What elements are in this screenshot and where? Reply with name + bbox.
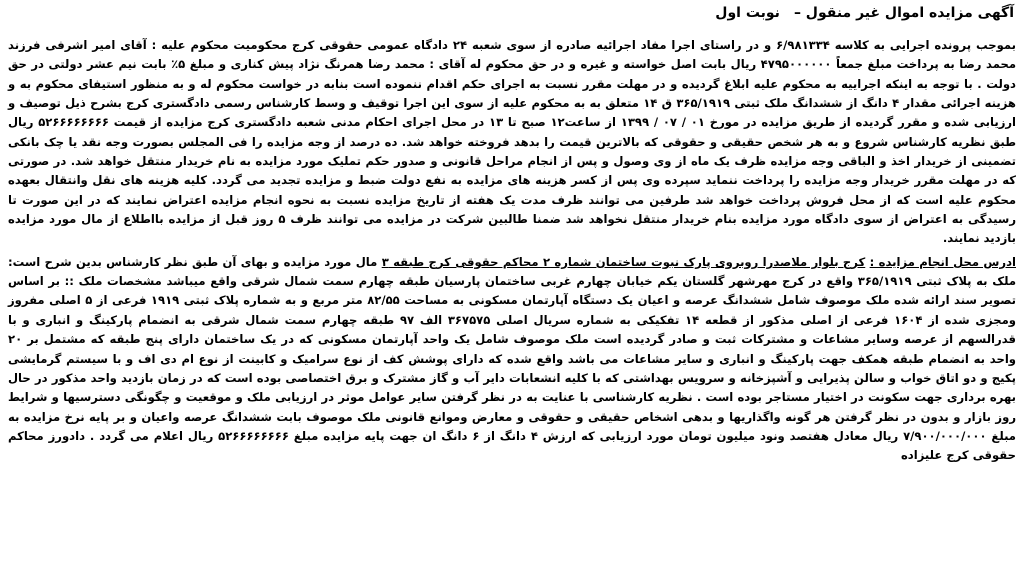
auction-notice bbox=[6, 2, 1018, 571]
notice-round: نوبت اول bbox=[715, 5, 780, 21]
notice-title bbox=[6, 2, 1018, 26]
property-description-text: مال مورد مزایده و بهای آن طبق نظر کارشناس بدین شرح است: ملک به پلاک ثبتی ۳۶۵/۱۹۱۹ واقع در کرج مهرشهر گلستان یکم خیابان چهارم غربی ساختمان پارسیان طبقه چهارم سمت شمال شرقی واقع میباشد مشخصات ملک :: بر اساس تصویر سند ارائه شده ملک موصوف شامل ششدانگ عرصه و اعیان یک دستگاه آپارتمان مسکونی به مساحت ۸۲/۵۵ متر مربع و به شماره پلاک ثبتی ۱۹۱۹ فرعی از ۵ اصلی مفروز ومجزی شده از ۱۶۰۴ فرعی از اصلی مذکور از قطعه ۱۴ تفکیکی به شماره سریال اصلی ۳۶۷۵۷۵ الف ۹۷ طبقه چهارم سمت شمال شرقی به انضمام پارکینگ و انباری و با قدرالسهم از عرصه وسایر مشاعات و مشترکات ثبت و صادر گردیده است ملک موصوف شامل یک واحد آپارتمان مسکونی که در یک ساختمان دارای پنج طبقه که مشتمل بر ۲۰ واحد به انضمام طبقه همکف جهت پارکینگ و انباری و سایر مشاعات می باشد واقع شده که دارای پوشش کف از نوع سرامیک و کابینت از نوع ام دی اف و با سیستم گرمایشی پکیج و دو اتاق خواب و سالن پذیرایی و آشپزخانه و سرویس بهداشتی که با کلیه انشعابات دایر آب و گاز مشترک و برق اختصاصی بوده است که در زمان بازدید واحد مذکور در حال بهره برداری جهت سکونت در اختیار مستاجر بوده است . نظریه کارشناسی با عنایت به در نظر گرفتن سایر عوامل موثر در ارزیابی ملک و موقعیت و چگونگی دسترسیها و شرایط روز بازار و بدون در نظر گرفتن هر گونه واگذاریها و بدهی اشخاص حقیقی و حقوقی و معارض وموانع قانونی ملک موصوف بابت ششدانگ عرصه واعیان و بر پایه نرخ مزایده به مبلغ ۷/۹۰۰/۰۰۰/۰۰۰ ریال معادل هفتصد ونود میلیون تومان مورد ارزیابی که ارزش ۴ دانگ از ۶ دانگ ان جهت پایه مزایده مبلغ ۵۲۶۶۶۶۶۶۶۶ ریال اعلام می گردد . دادورز محاکم حقوقی کرج علیزاده bbox=[8, 254, 1016, 463]
address-label: ادرس محل انجام مزایده : bbox=[869, 254, 1016, 269]
notice-body-paragraph: بموجب پرونده اجرایی به کلاسه ۶/۹۸۱۳۳۴ و در راستای اجرا مفاد اجرائیه صادره از سوی شعبه ۲۴ دادگاه عمومی حقوقی کرج محکومیت محکوم علیه : آقای امیر اشرفی فرزند محمد رضا به پرداخت مبلغ جمعاً ۴۷۹۵۰۰۰۰۰۰ ریال بابت اصل خواسته و غیره و در حق محکوم له آقای : محمد رضا همرنگ نژاد پیش کناری و مبلغ ۵٪ بابت نیم عشر دولتی در حق دولت . با توجه به اینکه اجراییه به محکوم علیه ابلاغ گردیده و در مهلت مقرر نسبت به اجرای حکم اقدام ننموده است بنابه در خواست محکوم له و به منظور استیفای محکوم به و هزینه اجرائی مقدار ۴ دانگ از ششدانگ ملک ثبتی ۳۶۵/۱۹۱۹ ق ۱۴ متعلق به به محکوم علیه از سوی این اجرا توقیف و وسط کارشناس رسمی دادگستری کرج بشرح ذیل توصیف و ارزیابی شده و مقرر گردیده از طریق مزایده در مورخ ۰۱ / ۰۷ / ۱۳۹۹ از ساعت۱۲ صبح تا ۱۳ در محل اجرای احکام مدنی شعبه دادگستری کرج مزایده از قیمت ۵۲۶۶۶۶۶۶۶۶ ریال طبق نظریه کارشناس شروع و به هر شخص حقیقی و حقوقی که بالاترین قیمت را بدهد فروخته خواهد شد. ده درصد از وجه مزایده را فی المجلس بصورت وجه نقد یا چک بانکی تضمینی از خریدار اخذ و الباقی وجه مزایده ظرف یک ماه از وی وصول و پس از انجام مراحل قانونی و صدور حکم تملیک مورد مزایده به نام خریدار منتقل خواهد شد. در صورتی که در مهلت مقرر خریدار وجه مزایده را پرداخت ننماید سپرده وی پس از کسر هزینه های مزایده به نفع دولت ضبط و مزایده تجدید می گردد. کلیه هزینه های نقل وانتقال بعهده محکوم علیه است که از محل فروش پرداخت خواهد شد طرفین می توانند ظرف مدت یک هفته از تاریخ مزایده نسبت به نحوه انجام مزایده اعتراض نمایند که در این صورت تا رسیدگی به اعتراض از سوی دادگاه مورد مزایده بنام خریدار منتقل نخواهد شد ضمنا طالبین شرکت در مزایده می توانند ظرف ۵ روز قبل از مزایده بااطلاع از مال مورد مزایده بازدید نمایند. bbox=[8, 38, 1017, 246]
notice-title-text: آگهی مزایده اموال غیر منقول – bbox=[793, 5, 1014, 21]
property-description-paragraph bbox=[6, 253, 1018, 466]
auction-address: کرج بلوار ملاصدرا روبروی پارک نبوت ساختمان شماره ۲ محاکم حقوقی کرج طبقه ۳ bbox=[381, 254, 866, 269]
